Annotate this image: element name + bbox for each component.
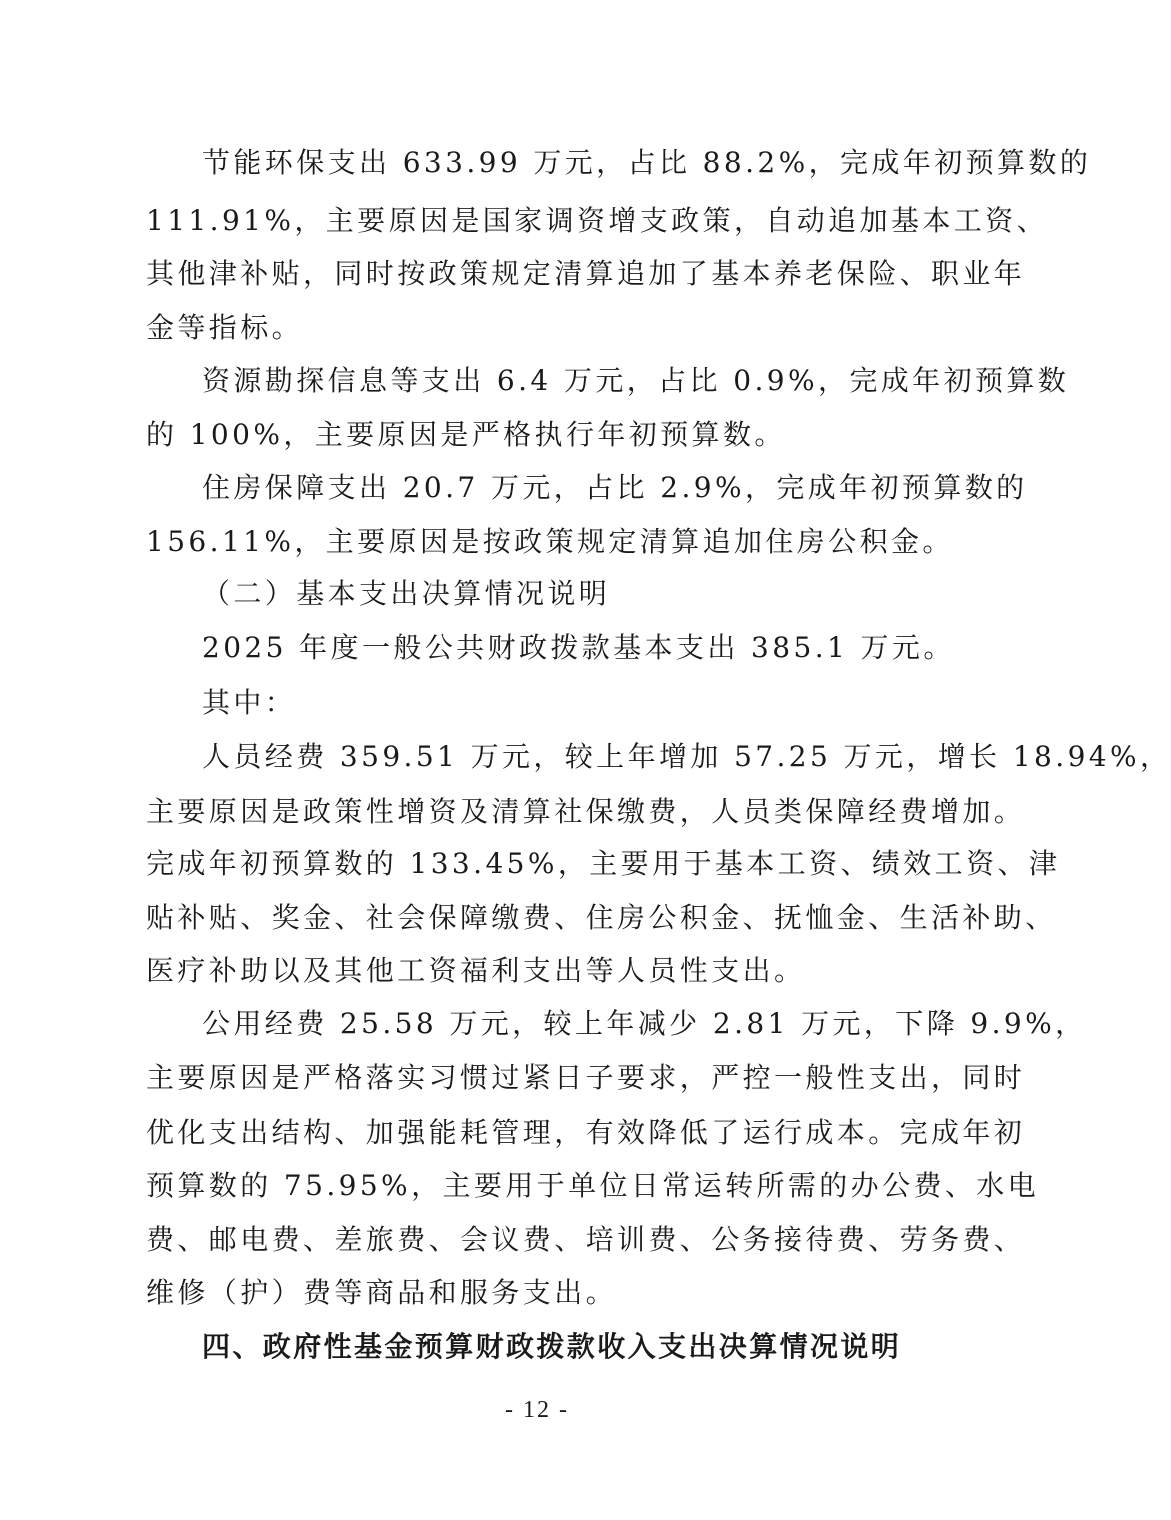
energy-saving-line-2: 111.91%，主要原因是国家调资增支政策，自动追加基本工资、 <box>146 204 1048 237</box>
housing-security-line-1: 住房保障支出 20.7 万元，占比 2.9%，完成年初预算数的 <box>202 471 1028 504</box>
personnel-expense-line-3: 完成年初预算数的 133.45%，主要用于基本工资、绩效工资、津 <box>146 847 1061 880</box>
public-expense-line-5: 费、邮电费、差旅费、会议费、培训费、公务接待费、劳务费、 <box>146 1223 1026 1256</box>
public-expense-line-2: 主要原因是严格落实习惯过紧日子要求，严控一般性支出，同时 <box>146 1061 1026 1094</box>
personnel-expense-line-1: 人员经费 359.51 万元，较上年增加 57.25 万元，增长 18.94%， <box>202 740 1171 773</box>
public-expense-line-1: 公用经费 25.58 万元，较上年减少 2.81 万元，下降 9.9%， <box>202 1007 1087 1040</box>
basic-expenditure-subheading: （二）基本支出决算情况说明 <box>202 577 611 610</box>
energy-saving-line-1: 节能环保支出 633.99 万元，占比 88.2%，完成年初预算数的 <box>202 146 1092 179</box>
public-expense-line-4: 预算数的 75.95%，主要用于单位日常运转所需的办公费、水电 <box>146 1169 1040 1202</box>
energy-saving-line-4: 金等指标。 <box>146 311 304 344</box>
energy-saving-line-3: 其他津补贴，同时按政策规定清算追加了基本养老保险、职业年 <box>146 257 1026 290</box>
personnel-expense-line-2: 主要原因是政策性增资及清算社保缴费，人员类保障经费增加。 <box>146 795 1026 828</box>
resource-exploration-line-1: 资源勘探信息等支出 6.4 万元，占比 0.9%，完成年初预算数 <box>202 364 1070 397</box>
page-number: - 12 - <box>505 1397 569 1423</box>
section-four-heading: 四、政府性基金预算财政拨款收入支出决算情况说明 <box>202 1330 902 1363</box>
resource-exploration-line-2: 的 100%，主要原因是严格执行年初预算数。 <box>146 418 786 451</box>
personnel-expense-line-4: 贴补贴、奖金、社会保障缴费、住房公积金、抚恤金、生活补助、 <box>146 901 1057 934</box>
public-expense-line-3: 优化支出结构、加强能耗管理，有效降低了运行成本。完成年初 <box>146 1116 1026 1149</box>
personnel-expense-line-5: 医疗补助以及其他工资福利支出等人员性支出。 <box>146 954 806 987</box>
housing-security-line-2: 156.11%，主要原因是按政策规定清算追加住房公积金。 <box>146 525 954 558</box>
among-which-label: 其中： <box>202 686 297 719</box>
public-expense-line-6: 维修（护）费等商品和服务支出。 <box>146 1276 618 1309</box>
basic-expenditure-total-line: 2025 年度一般公共财政拨款基本支出 385.1 万元。 <box>202 631 955 664</box>
